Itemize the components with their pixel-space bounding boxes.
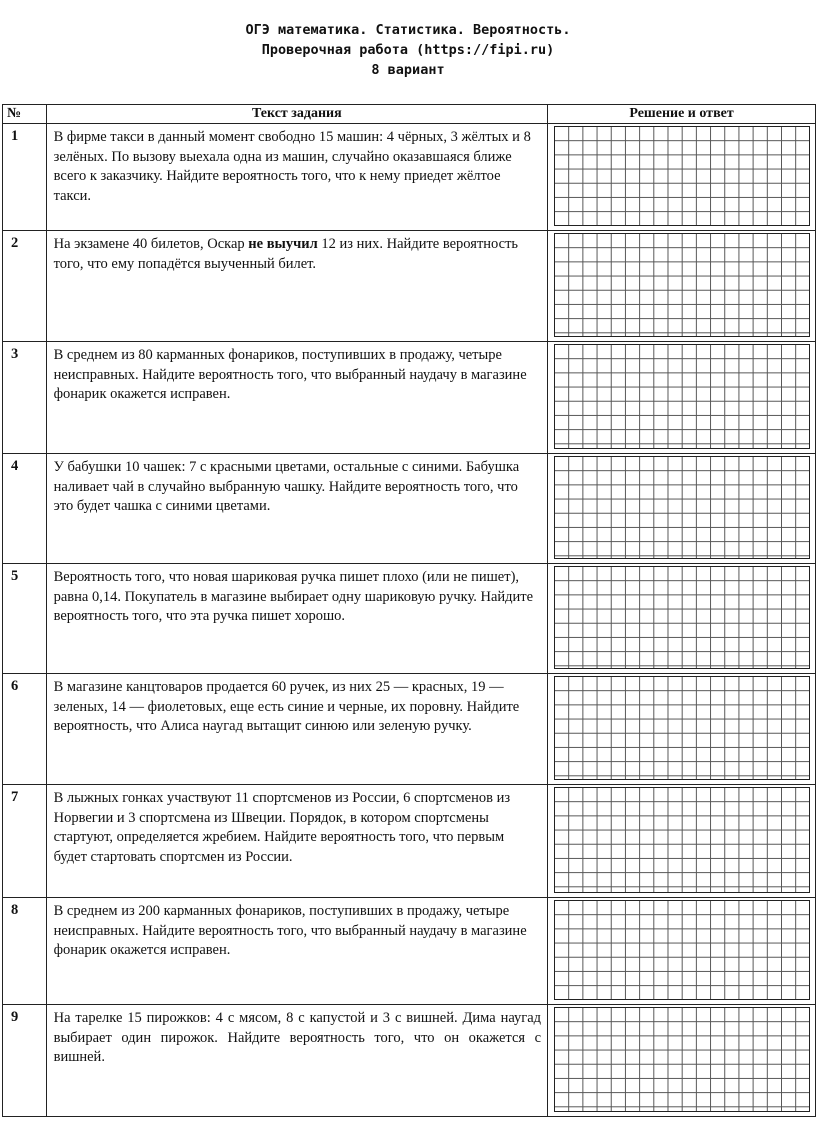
task-text: В фирме такси в данный момент свободно 15 машин: 4 чёрных, 3 жёлтых и 8 зелёных. По вызову выехала одна из машин, случайно оказавшаяся ближе всего к заказчику. Найдите вероятность того, что к нему приедет жёлтое такси. [46,124,547,231]
task-text-emphasis: не выучил [248,236,318,252]
task-number: 3 [3,342,47,454]
document-subtitle: Проверочная работа (https://fipi.ru) [261,42,555,58]
answer-grid[interactable] [554,344,810,449]
table-row [3,231,816,342]
table-row [3,1005,816,1117]
table-row [3,454,816,564]
answer-cell [548,231,816,342]
answer-grid[interactable] [554,566,810,669]
task-number: 1 [3,124,47,231]
answer-cell [548,674,816,785]
table-row [3,342,816,454]
task-number: 4 [3,454,47,564]
task-text: В среднем из 80 карманных фонариков, поступивших в продажу, четыре неисправных. Найдите вероятность того, что выбранный наудачу в магазине фонарик окажется исправен. [46,342,547,454]
answer-grid[interactable] [554,1007,810,1112]
task-number: 9 [3,1005,47,1117]
tasks-table [2,104,816,1117]
answer-cell [548,342,816,454]
task-number: 5 [3,564,47,674]
document-header [0,20,816,80]
column-header-number: № [3,105,47,124]
answer-cell [548,124,816,231]
column-header-solution: Решение и ответ [548,105,816,124]
document-title: ОГЭ математика. Статистика. Вероятность. [245,22,571,38]
answer-grid[interactable] [554,676,810,780]
task-text-content: На тарелке 15 пирожков: 4 с мясом, 8 с капустой и 3 с вишней. Дима наугад выбирает один пирожок. Найдите вероятность того, что он окажется с вишней. [53,1010,542,1065]
answer-grid[interactable] [554,126,810,226]
task-text: Вероятность того, что новая шариковая ручка пишет плохо (или не пишет), равна 0,14. Покупатель в магазине выбирает одну шариковую ручку. Найдите вероятность того, что эта ручка пишет хорошо. [46,564,547,674]
answer-cell [548,785,816,898]
answer-grid[interactable] [554,456,810,559]
table-header-row [3,105,816,124]
table-row [3,785,816,898]
answer-grid[interactable] [554,787,810,893]
answer-cell [548,454,816,564]
task-text-part: На экзамене 40 билетов, Оскар [53,236,249,252]
answer-cell [548,898,816,1005]
table-row [3,674,816,785]
task-text: В магазине канцтоваров продается 60 ручек, из них 25 — красных, 19 — зеленых, 14 — фиолетовых, еще есть синие и черные, их поровну. Найдите вероятность, что Алиса наугад вытащит синюю или зеленую ручку. [46,674,547,785]
table-row [3,124,816,231]
table-row [3,898,816,1005]
task-number: 8 [3,898,47,1005]
task-text: В среднем из 200 карманных фонариков, поступивших в продажу, четыре неисправных. Найдите вероятность того, что выбранный наудачу в магазине фонарик окажется исправен. [46,898,547,1005]
task-text: В лыжных гонках участвуют 11 спортсменов из России, 6 спортсменов из Норвегии и 3 спортсмена из Швеции. Порядок, в котором спортсмены стартуют, определяется жребием. Найдите вероятность того, что первым будет стартовать спортсмен из России. [46,785,547,898]
task-text [46,1005,547,1117]
answer-grid[interactable] [554,233,810,337]
task-number: 7 [3,785,47,898]
task-text: У бабушки 10 чашек: 7 с красными цветами, остальные с синими. Бабушка наливает чай в случайно выбранную чашку. Найдите вероятность того, что это будет чашка с синими цветами. [46,454,547,564]
task-number: 2 [3,231,47,342]
answer-cell [548,564,816,674]
table-row [3,564,816,674]
column-header-task-text: Текст задания [46,105,547,124]
task-number: 6 [3,674,47,785]
answer-cell [548,1005,816,1117]
task-text-part: 12 из них. Найдите вероятность того, что ему попадётся выученный билет. [53,236,519,272]
answer-grid[interactable] [554,900,810,1000]
task-text [46,231,547,342]
variant-label: 8 вариант [371,62,445,78]
